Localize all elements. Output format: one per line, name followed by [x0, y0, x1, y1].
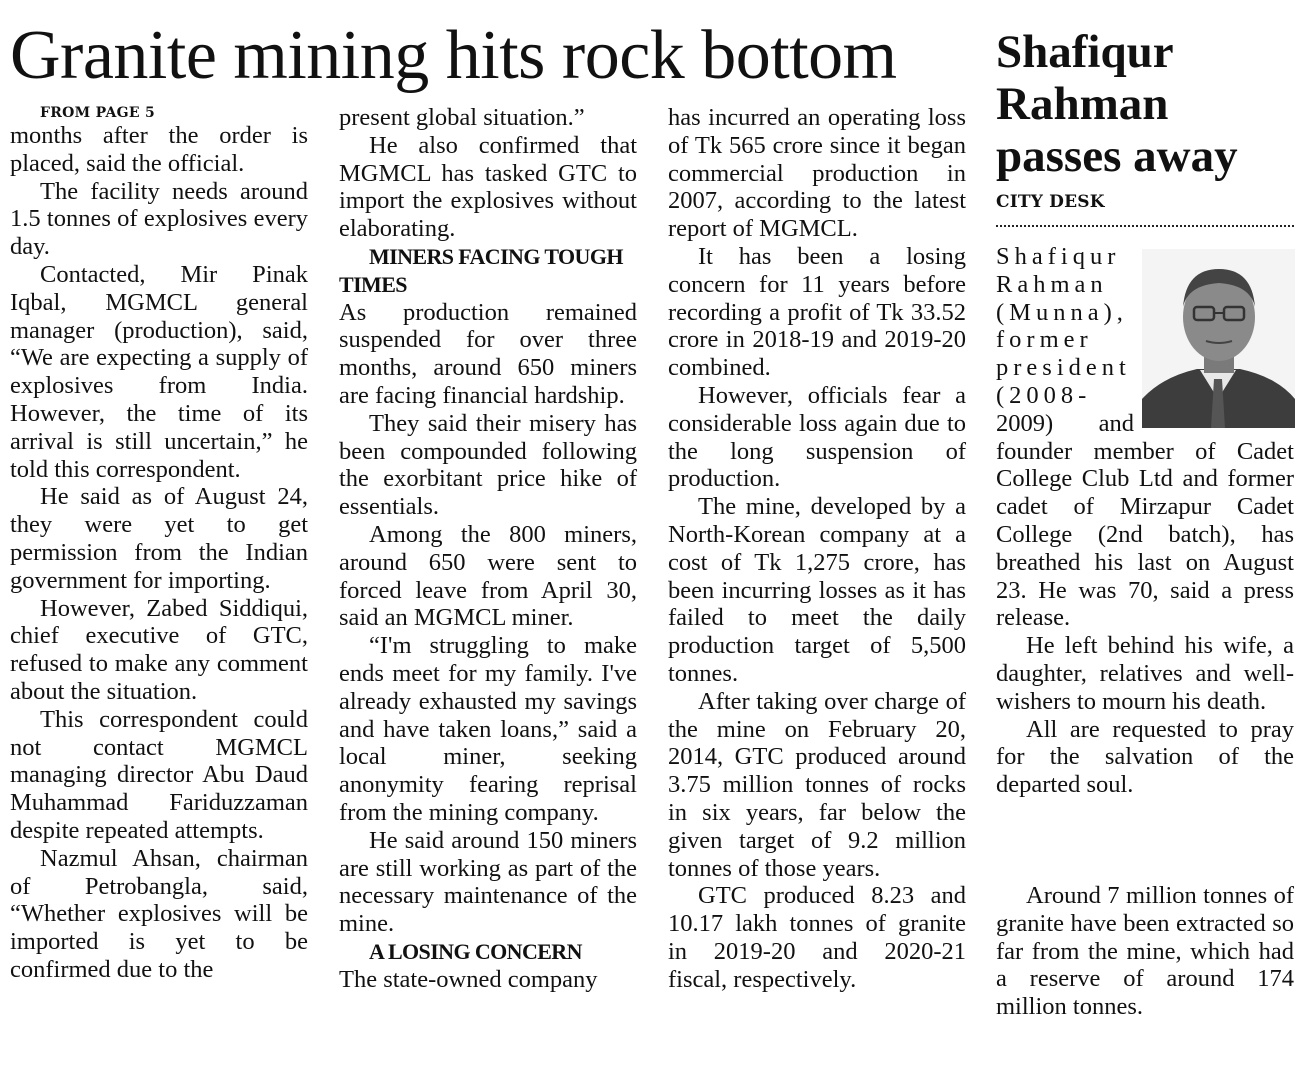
- wrapped-name-line: Shafiqur: [996, 243, 1121, 270]
- wrapped-name-line: Rahman: [996, 270, 1108, 298]
- headline: Granite mining hits rock bottom: [10, 17, 897, 94]
- wrapped-name-line: president: [996, 354, 1131, 382]
- wrapped-name-line: former: [996, 326, 1093, 354]
- paragraph: All are requested to pray for the salvation of the departed soul.: [996, 715, 1294, 799]
- paragraph: They said their misery has been compounded following the exorbitant price hike of essentials.: [339, 409, 637, 521]
- obituary-body: [996, 243, 1294, 799]
- paragraph: However, officials fear a considerable loss again due to the long suspension of production.: [668, 381, 966, 493]
- paragraph: This correspondent could not contact MGMCL managing director Abu Daud Muhammad Fariduzzaman despite repeated attempts.: [10, 705, 308, 844]
- paragraph: After taking over charge of the mine on February 20, 2014, GTC produced around 3.75 million tonnes of rocks in six years, far below the given target of 9.2 million tonnes of those years.: [668, 687, 966, 882]
- article-column-1: [10, 104, 308, 984]
- wrapped-name-line: 2009) and: [996, 409, 1134, 437]
- paragraph: He also confirmed that MGMCL has tasked GTC to import the explosives without elaborating.: [339, 131, 637, 243]
- paragraph: founder member of Cadet College Club Ltd and former cadet of Mirzapur Cadet College (2nd batch), has breathed his last on August 23. He was 70, said a press release.: [996, 437, 1294, 632]
- paragraph: Contacted, Mir Pinak Iqbal, MGMCL general manager (production), said, “We are expecting a supply of explosives from India. However, the time of its arrival is still uncertain,” he told this correspondent.: [10, 260, 308, 483]
- paragraph: However, Zabed Siddiqui, chief executive of GTC, refused to make any comment about the situation.: [10, 594, 308, 705]
- paragraph: months after the order is placed, said the official.: [10, 122, 308, 177]
- paragraph: present global situation.”: [339, 104, 585, 131]
- paragraph: The state-owned company: [339, 965, 598, 993]
- paragraph: He said around 150 miners are still working as part of the necessary maintenance of the mine.: [339, 826, 637, 938]
- wrapped-name-line: (2008-: [996, 381, 1092, 409]
- byline: CITY DESK: [996, 192, 1105, 212]
- paragraph: The facility needs around 1.5 tonnes of explosives every day.: [10, 177, 308, 261]
- paragraph: Nazmul Ahsan, chairman of Petrobangla, said, “Whether explosives will be imported is yet to be confirmed due to the: [10, 844, 308, 983]
- divider: [996, 225, 1294, 227]
- paragraph: The mine, developed by a North-Korean company at a cost of Tk 1,275 crore, has been incurring losses as it has failed to meet the daily production target of 5,500 tonnes.: [668, 493, 966, 687]
- from-page-label: FROM PAGE 5: [40, 105, 156, 121]
- paragraph: has incurred an operating loss of Tk 565 crore since it began commercial production in 2007, according to the latest report of MGMCL.: [668, 104, 966, 243]
- obituary-title: Shafiqur Rahman passes away: [996, 26, 1238, 182]
- wrapped-name-line: (Munna),: [996, 298, 1128, 326]
- paragraph: GTC produced 8.23 and 10.17 lakh tonnes of granite in 2019-20 and 2020-21 fiscal, respectively.: [668, 882, 966, 993]
- article-column-3: [668, 104, 966, 994]
- subheading: A LOSING CONCERN: [369, 938, 582, 964]
- paragraph: He left behind his wife, a daughter, relatives and well-wishers to mourn his death.: [996, 632, 1294, 715]
- paragraph: It has been a losing concern for 11 years before recording a profit of Tk 33.52 crore in 2018-19 and 2019-20 combined.: [668, 242, 966, 382]
- article-column-2: [339, 104, 637, 994]
- paragraph: Among the 800 miners, around 650 were sent to forced leave from April 30, said an MGMCL miner.: [339, 520, 637, 632]
- filler-paragraph: Around 7 million tonnes of granite have been extracted so far from the mine, which had a reserve of around 174 million tonnes.: [996, 882, 1294, 1021]
- subheading: MINERS FACING TOUGH TIMES: [339, 243, 623, 297]
- paragraph: “I'm struggling to make ends meet for my family. I've already exhausted my savings and have taken loans,” said a local miner, seeking anonymity fearing reprisal from the mining company.: [339, 632, 637, 826]
- paragraph: He said as of August 24, they were yet to get permission from the Indian government for importing.: [10, 483, 308, 594]
- paragraph: As production remained suspended for over three months, around 650 miners are facing financial hardship.: [339, 298, 637, 409]
